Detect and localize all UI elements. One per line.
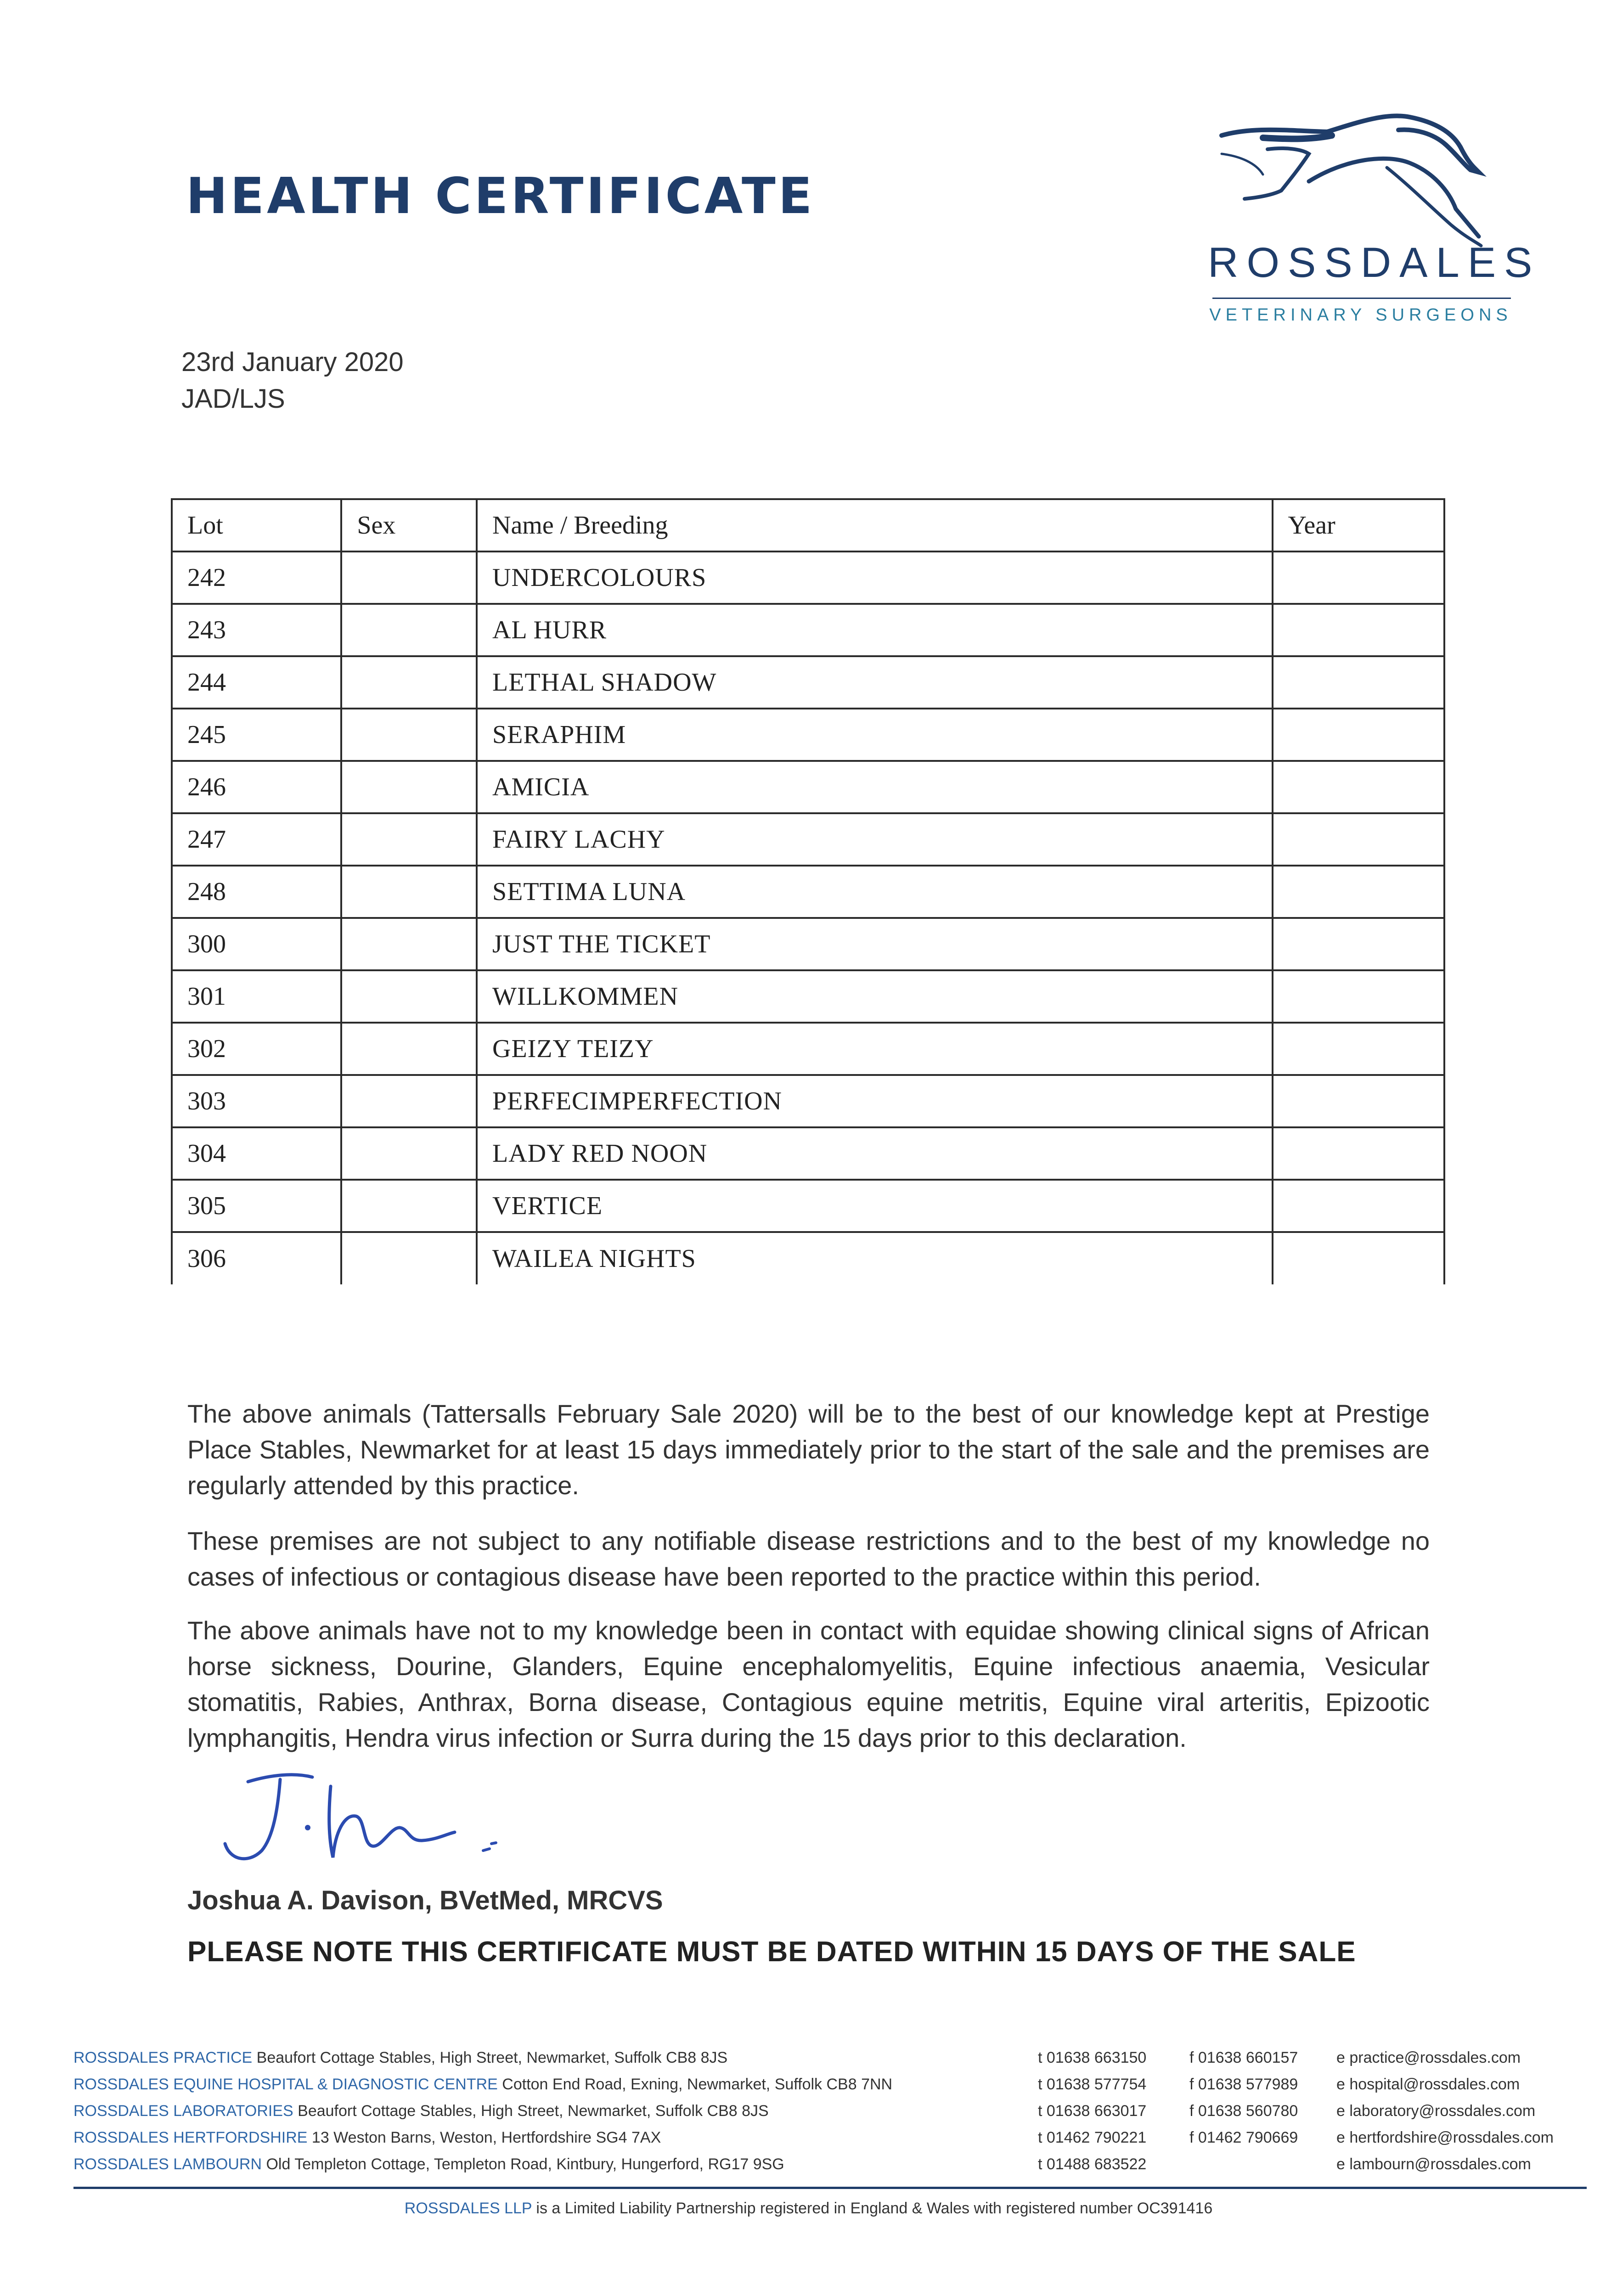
footer-phone: t 01462 790221 [1038, 2129, 1147, 2146]
footer-phone: t 01638 663150 [1038, 2049, 1147, 2066]
cell-sex [341, 1232, 477, 1284]
column-header-year: Year [1273, 499, 1444, 551]
cell-year [1273, 1180, 1444, 1232]
cell-year [1273, 604, 1444, 656]
cell-year [1273, 1075, 1444, 1127]
footer-org: ROSSDALES LABORATORIES [73, 2102, 293, 2120]
footer-divider [73, 2187, 1587, 2189]
footer-email: e lambourn@rossdales.com [1336, 2155, 1531, 2173]
cell-sex [341, 918, 477, 970]
cell-year [1273, 866, 1444, 918]
dating-notice: PLEASE NOTE THIS CERTIFICATE MUST BE DATED WITHIN 15 DAYS OF THE SALE [187, 1936, 1356, 1968]
table-row [172, 656, 1444, 709]
cell-year [1273, 970, 1444, 1023]
cell-name: SERAPHIM [477, 709, 1273, 761]
table-row [172, 970, 1444, 1023]
cell-lot: 301 [172, 970, 341, 1023]
legal-notice [0, 2200, 1617, 2217]
cell-name: FAIRY LACHY [477, 813, 1273, 866]
cell-year [1273, 761, 1444, 813]
footer-org: ROSSDALES EQUINE HOSPITAL & DIAGNOSTIC CENTRE [73, 2076, 498, 2093]
paragraph-sale-location: The above animals (Tattersalls February Sale 2020) will be to the best of our knowledge kept at Prestige Place Stables, Newmarket for at least 15 days immediately prior to the start of the sale and the premises are regularly attended by this practice. [187, 1399, 1430, 1500]
footer-address: Old Templeton Cottage, Templeton Road, Kintbury, Hungerford, RG17 9SG [266, 2155, 784, 2173]
cell-name: LADY RED NOON [477, 1127, 1273, 1180]
cell-sex [341, 1023, 477, 1075]
table-row [172, 918, 1444, 970]
brand-subtitle: VETERINARY SURGEONS [1209, 305, 1512, 325]
cell-year [1273, 551, 1444, 604]
legal-org: ROSSDALES LLP [404, 2200, 532, 2217]
cell-sex [341, 1127, 477, 1180]
brand-name: ROSSDALES [1208, 239, 1541, 286]
document-title: HEALTH CERTIFICATE [186, 168, 815, 225]
cell-name: GEIZY TEIZY [477, 1023, 1273, 1075]
cell-year [1273, 709, 1444, 761]
reference-code: JAD/LJS [181, 384, 285, 414]
cell-lot: 300 [172, 918, 341, 970]
cell-name: AMICIA [477, 761, 1273, 813]
cell-name: JUST THE TICKET [477, 918, 1273, 970]
table-row [172, 604, 1444, 656]
handwritten-signature [197, 1759, 565, 1878]
cell-name: SETTIMA LUNA [477, 866, 1273, 918]
cell-name: WAILEA NIGHTS [477, 1232, 1273, 1284]
signer-name: Joshua A. Davison, BVetMed, MRCVS [187, 1885, 663, 1915]
footer-address: 13 Weston Barns, Weston, Hertfordshire SG4 7AX [311, 2129, 661, 2146]
table-header-row [172, 499, 1444, 551]
cell-sex [341, 1075, 477, 1127]
cell-year [1273, 1127, 1444, 1180]
footer-fax: f 01638 577989 [1189, 2076, 1298, 2093]
certificate-date: 23rd January 2020 [181, 347, 404, 377]
paragraph-clinical-signs: The above animals have not to my knowledge been in contact with equidae showing clinical signs of African horse sickness, Dourine, Glanders, Equine encephalomyelitis, Equine infectious anaemia, Vesicular stomatitis, Rabies, Anthrax, Borna disease, Contagious equine metritis, Equine viral arteritis, Epizootic lymphangitis, Hendra virus infection or Surra during the 15 days prior to this declaration. [187, 1616, 1430, 1752]
cell-year [1273, 813, 1444, 866]
footer-org: ROSSDALES HERTFORDSHIRE [73, 2129, 308, 2146]
cell-lot: 246 [172, 761, 341, 813]
cell-name: UNDERCOLOURS [477, 551, 1273, 604]
legal-text: is a Limited Liability Partnership registered in England & Wales with registered number OC391416 [536, 2200, 1213, 2217]
cell-sex [341, 604, 477, 656]
cell-name: VERTICE [477, 1180, 1273, 1232]
cell-lot: 247 [172, 813, 341, 866]
footer-fax: f 01638 660157 [1189, 2049, 1298, 2066]
cell-sex [341, 709, 477, 761]
cell-lot: 245 [172, 709, 341, 761]
table-row [172, 813, 1444, 866]
cell-sex [341, 813, 477, 866]
cell-year [1273, 656, 1444, 709]
footer-row [73, 2129, 1584, 2155]
table-row [172, 1180, 1444, 1232]
table-row [172, 1075, 1444, 1127]
table-row [172, 761, 1444, 813]
cell-lot: 305 [172, 1180, 341, 1232]
paragraph-disease-restrictions: These premises are not subject to any notifiable disease restrictions and to the best of my knowledge no cases of infectious or contagious disease have been reported to the practice within this period. [187, 1526, 1430, 1591]
cell-year [1273, 1232, 1444, 1284]
footer-row [73, 2102, 1584, 2129]
footer-address: Beaufort Cottage Stables, High Street, Newmarket, Suffolk CB8 8JS [256, 2049, 728, 2066]
footer-phone: t 01638 577754 [1038, 2076, 1147, 2093]
footer-fax: f 01638 560780 [1189, 2102, 1298, 2120]
footer-email: e hertfordshire@rossdales.com [1336, 2129, 1554, 2146]
cell-sex [341, 970, 477, 1023]
cell-lot: 303 [172, 1075, 341, 1127]
footer-email: e practice@rossdales.com [1336, 2049, 1521, 2066]
footer-email: e laboratory@rossdales.com [1336, 2102, 1536, 2120]
column-header-name: Name / Breeding [477, 499, 1273, 551]
cell-year [1273, 1023, 1444, 1075]
cell-lot: 244 [172, 656, 341, 709]
footer-phone: t 01638 663017 [1038, 2102, 1147, 2120]
table-row [172, 709, 1444, 761]
table-row [172, 551, 1444, 604]
cell-name: AL HURR [477, 604, 1273, 656]
footer-row [73, 2049, 1584, 2076]
cell-lot: 248 [172, 866, 341, 918]
table-row [172, 866, 1444, 918]
cell-lot: 302 [172, 1023, 341, 1075]
cell-lot: 243 [172, 604, 341, 656]
cell-sex [341, 866, 477, 918]
cell-sex [341, 551, 477, 604]
cell-name: PERFECIMPERFECTION [477, 1075, 1273, 1127]
lots-table [171, 498, 1445, 1284]
footer-phone: t 01488 683522 [1038, 2155, 1147, 2173]
footer-address: Cotton End Road, Exning, Newmarket, Suffolk CB8 7NN [502, 2076, 893, 2093]
footer-row [73, 2155, 1584, 2182]
column-header-sex: Sex [341, 499, 477, 551]
footer-org: ROSSDALES LAMBOURN [73, 2155, 262, 2173]
cell-name: LETHAL SHADOW [477, 656, 1273, 709]
footer-email: e hospital@rossdales.com [1336, 2076, 1520, 2093]
footer-address: Beaufort Cottage Stables, High Street, Newmarket, Suffolk CB8 8JS [298, 2102, 769, 2120]
brand-divider [1212, 298, 1511, 299]
footer-contacts [73, 2049, 1584, 2182]
table-row [172, 1023, 1444, 1075]
cell-lot: 306 [172, 1232, 341, 1284]
cell-lot: 304 [172, 1127, 341, 1180]
footer-org: ROSSDALES PRACTICE [73, 2049, 253, 2066]
footer-row [73, 2076, 1584, 2102]
footer-fax: f 01462 790669 [1189, 2129, 1298, 2146]
table-row [172, 1127, 1444, 1180]
column-header-lot: Lot [172, 499, 341, 551]
cell-lot: 242 [172, 551, 341, 604]
table-row [172, 1232, 1444, 1284]
cell-sex [341, 1180, 477, 1232]
cell-name: WILLKOMMEN [477, 970, 1273, 1023]
cell-sex [341, 761, 477, 813]
cell-sex [341, 656, 477, 709]
cell-year [1273, 918, 1444, 970]
